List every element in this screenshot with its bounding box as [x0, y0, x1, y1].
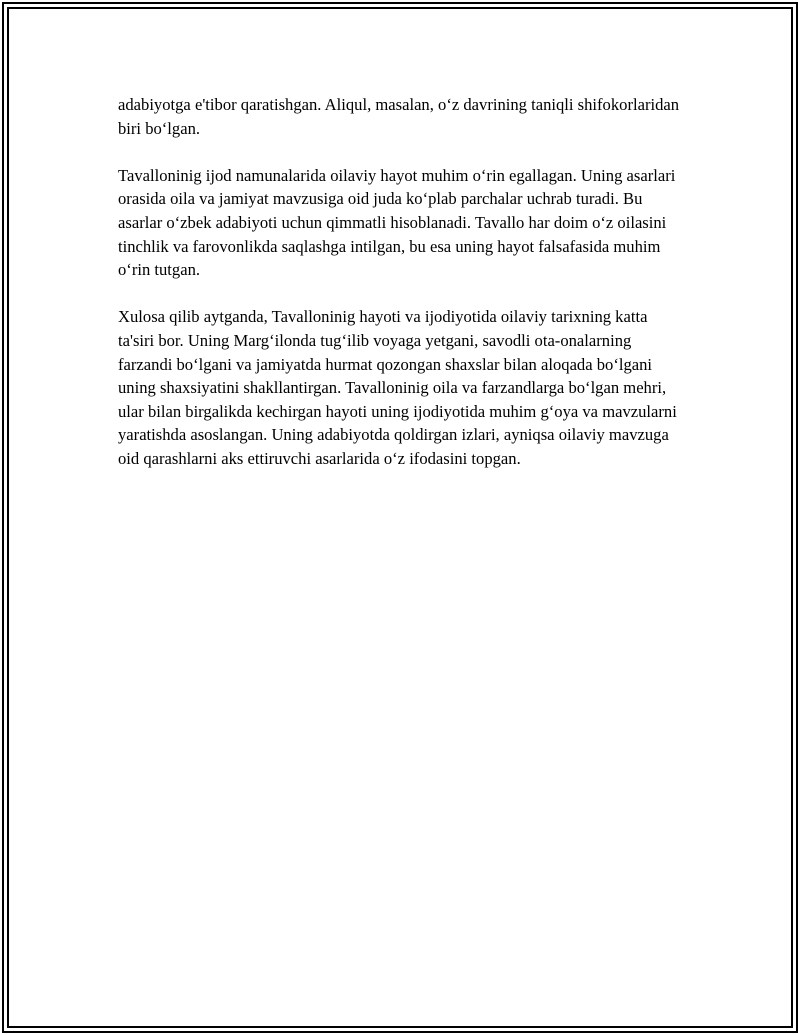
paragraph-3: Xulosa qilib aytganda, Tavalloninig hayoti va ijodiyotida oilaviy tarixning katta ta'siri bor. Uning Marg‘ilonda tug‘ilib voyaga yetgani, savodli ota-onalarning farzandi bo‘lgani va jamiyatda hurmat qozongan shaxslar bilan aloqada bo‘lgani uning shaxsiyatini shakllantirgan. Tavalloninig oila va farzandlarga bo‘lgan mehri, ular bilan birgalikda kechirgan hayoti uning ijodiyotida muhim g‘oya va mavzularni yaratishda asoslangan. Uning adabiyotda qoldirgan izlari, ayniqsa oilaviy mavzuga oid qarashlarni aks ettiruvchi asarlarida o‘z ifodasini topgan. — [118, 307, 677, 468]
document-body — [118, 93, 680, 494]
paragraph-2: Tavalloninig ijod namunalarida oilaviy hayot muhim o‘rin egallagan. Uning asarlari orasida oila va jamiyat mavzusiga oid juda ko‘plab parchalar uchrab turadi. Bu asarlar o‘zbek adabiyoti uchun qimmatli hisoblanadi. Tavallo har doim o‘z oilasini tinchlik va farovonlikda saqlashga intilgan, bu esa uning hayot falsafasida muhim o‘rin tutgan. — [118, 165, 676, 280]
paragraph-1: adabiyotga e'tibor qaratishgan. Aliqul, masalan, o‘z davrining taniqli shifokorlaridan biri bo‘lgan. — [118, 95, 680, 138]
